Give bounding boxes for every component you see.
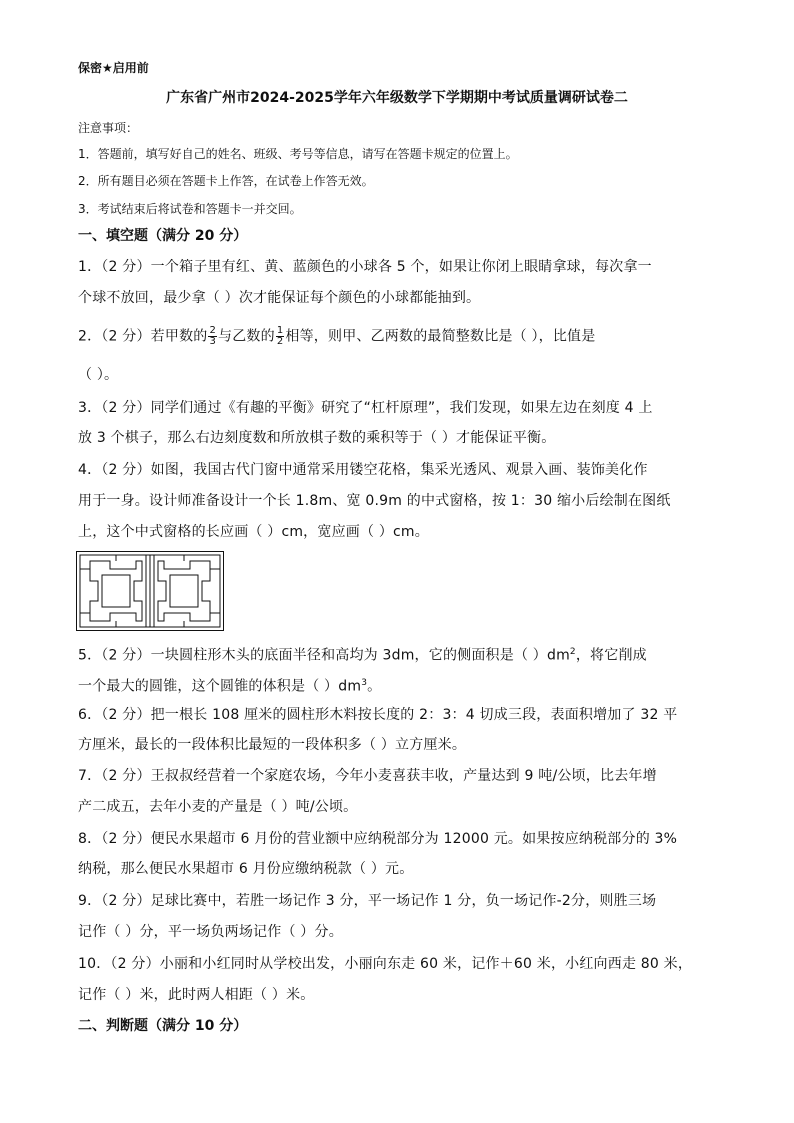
- q5-text-d: 。: [367, 678, 382, 695]
- unit-exponent: 2: [569, 647, 576, 657]
- left-pattern-inner: [102, 575, 130, 607]
- left-pattern-outer: [90, 561, 142, 621]
- window-lattice-figure: [76, 551, 224, 631]
- fraction-numerator: 1: [276, 325, 284, 336]
- exam-title: 广东省广州市2024-2025学年六年级数学下学期期中考试质量调研试卷二: [166, 90, 628, 106]
- fraction-two-thirds: [208, 326, 217, 347]
- right-pattern-outer: [158, 561, 210, 621]
- q5-line-1: [78, 642, 647, 666]
- right-pattern-inner: [170, 575, 198, 607]
- q1-line-1: 1．（2 分）一个箱子里有红、黄、蓝颜色的小球各 5 个，如果让你闭上眼睛拿球，每次拿一: [78, 259, 652, 275]
- confidential-label: 保密★启用前: [78, 61, 149, 75]
- q3-line-2: 放 3 个棋子，那么右边刻度数和所放棋子数的乘积等于（ ）才能保证平衡。: [78, 430, 556, 446]
- q1-line-2: 个球不放回，最少拿（ ）次才能保证每个颜色的小球都能抽到。: [78, 290, 481, 306]
- q6-line-2: 方厘米，最长的一段体积比最短的一段体积多（ ）立方厘米。: [78, 737, 467, 753]
- q2-line-1: [78, 326, 595, 347]
- q2-text-a: 2．（2 分）若甲数的: [78, 328, 208, 345]
- q5-text-c: 一个最大的圆锥，这个圆锥的体积是（ ）dm: [78, 678, 362, 695]
- q2-text-c: 相等，则甲、乙两数的最简整数比是（ ），比值是: [285, 328, 596, 345]
- q8-line-1: 8．（2 分）便民水果超市 6 月份的营业额中应纳税部分为 12000 元。如果按应纳税部分的 3%: [78, 831, 678, 847]
- q5-line-2: [78, 673, 381, 697]
- section-2-heading: 二、判断题（满分 10 分）: [78, 1018, 248, 1034]
- q9-line-2: 记作（ ）分，平一场负两场记作（ ）分。: [78, 924, 343, 940]
- note-item-2: 2．所有题目必须在答题卡上作答，在试卷上作答无效。: [78, 174, 374, 188]
- section-1-heading: 一、填空题（满分 20 分）: [78, 228, 248, 244]
- q10-line-1: 10．（2 分）小丽和小红同时从学校出发，小丽向东走 60 米，记作＋60 米，小红向西走 80 米，: [78, 956, 693, 972]
- notes-heading: 注意事项：: [78, 121, 139, 135]
- q4-line-1: 4．（2 分）如图，我国古代门窗中通常采用镂空花格，集采光透风、观景入画、装饰美化作: [78, 462, 648, 478]
- note-item-3: 3．考试结束后将试卷和答题卡一并交回。: [78, 202, 302, 216]
- q7-line-2: 产二成五，去年小麦的产量是（ ）吨/公顷。: [78, 799, 358, 815]
- q5-text-a: 5．（2 分）一块圆柱形木头的底面半径和高均为 3dm，它的侧面积是（ ）dm: [78, 647, 570, 664]
- q4-line-3: 上，这个中式窗格的长应画（ ）cm，宽应画（ ）cm。: [78, 524, 429, 540]
- fraction-denominator: 2: [276, 336, 284, 347]
- q3-line-1: 3．（2 分）同学们通过《有趣的平衡》研究了“杠杆原理”，我们发现，如果左边在刻度 4 上: [78, 400, 653, 416]
- q10-line-2: 记作（ ）米，此时两人相距（ ）米。: [78, 987, 315, 1003]
- q8-line-2: 纳税，那么便民水果超市 6 月份应缴纳税款（ ）元。: [78, 861, 414, 877]
- unit-exponent: 3: [361, 678, 368, 688]
- q7-line-1: 7．（2 分）王叔叔经营着一个家庭农场，今年小麦喜获丰收，产量达到 9 吨/公顷，比去年增: [78, 768, 657, 784]
- q4-line-2: 用于一身。设计师准备设计一个长 1.8m、宽 0.9m 的中式窗格，按 1：30 缩小后绘制在图纸: [78, 493, 671, 509]
- q2-text-b: 与乙数的: [218, 328, 275, 345]
- q6-line-1: 6．（2 分）把一根长 108 厘米的圆柱形木料按长度的 2：3：4 切成三段，表面积增加了 32 平: [78, 707, 678, 723]
- q5-text-b: ，将它削成: [575, 647, 647, 664]
- note-item-1: 1．答题前，填写好自己的姓名、班级、考号等信息，请写在答题卡规定的位置上。: [78, 147, 518, 161]
- q2-line-2: （ ）。: [78, 367, 119, 383]
- fraction-one-half: [276, 326, 285, 347]
- fraction-numerator: 2: [209, 325, 217, 336]
- q9-line-1: 9．（2 分）足球比赛中，若胜一场记作 3 分，平一场记作 1 分，负一场记作-2分，则胜三场: [78, 893, 657, 909]
- fraction-denominator: 3: [209, 336, 217, 347]
